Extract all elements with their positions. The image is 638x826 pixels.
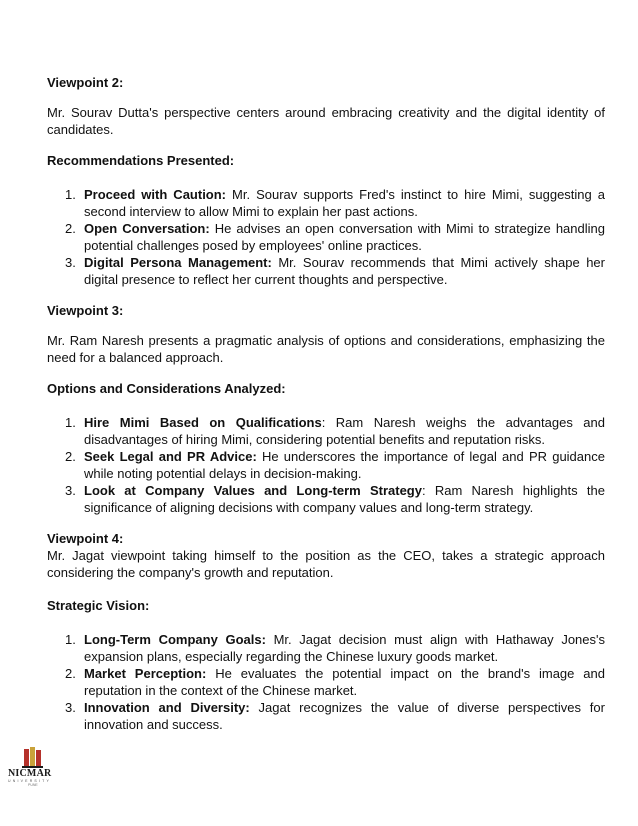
- list-text: He underscores the importance of legal and PR guidance while noting potential delays in decision-making.: [84, 449, 605, 481]
- list-body: [84, 482, 605, 516]
- list-body: [84, 414, 605, 448]
- list-text: Mr. Jagat decision must align with Hathaway Jones's expansion plans, especially regarding the Chinese luxury goods market.: [84, 632, 605, 664]
- list-number: 1.: [65, 415, 76, 430]
- list-number: 3.: [65, 700, 76, 715]
- list-body: [84, 665, 605, 699]
- list-title: Innovation and Diversity:: [84, 700, 250, 715]
- list-text: : Ram Naresh weighs the advantages and disadvantages of hiring Mimi, considering potential benefits and reputation risks.: [84, 415, 605, 447]
- logo-subtitle: UNIVERSITY: [8, 779, 52, 783]
- list-title: Long-Term Company Goals:: [84, 632, 266, 647]
- list-body: [84, 699, 605, 733]
- list-text: Mr. Sourav recommends that Mimi actively shape her digital presence to reflect her current thoughts and perspective.: [84, 255, 605, 287]
- list-number: 1.: [65, 187, 76, 202]
- list-body: [84, 631, 605, 665]
- list-title: Market Perception:: [84, 666, 207, 681]
- viewpoint-2-subheading: Recommendations Presented:: [47, 153, 235, 168]
- list-number: 1.: [65, 632, 76, 647]
- list-number: 3.: [65, 255, 76, 270]
- list-title: Hire Mimi Based on Qualifications: [84, 415, 322, 430]
- list-number: 2.: [65, 666, 76, 681]
- list-text: Mr. Sourav supports Fred's instinct to hire Mimi, suggesting a second interview to allow Mimi to explain her past actions.: [84, 187, 605, 219]
- list-body: [84, 254, 605, 288]
- list-text: He evaluates the potential impact on the brand's image and reputation in the context of the Chinese market.: [84, 666, 605, 698]
- list-body: [84, 186, 605, 220]
- viewpoint-3-subheading: Options and Considerations Analyzed:: [47, 381, 286, 396]
- list-number: 2.: [65, 221, 76, 236]
- logo-name: NICMAR: [8, 768, 52, 779]
- list-title: Open Conversation:: [84, 221, 210, 236]
- list-title: Proceed with Caution:: [84, 187, 227, 202]
- viewpoint-3-heading: Viewpoint 3:: [47, 303, 124, 318]
- viewpoint-4-intro: Mr. Jagat viewpoint taking himself to the position as the CEO, takes a strategic approach considering the company's growth and reputation.: [47, 548, 605, 580]
- logo-tagline: PUNE: [28, 783, 38, 787]
- list-number: 3.: [65, 483, 76, 498]
- list-number: 2.: [65, 449, 76, 464]
- list-title: Look at Company Values and Long-term Strategy: [84, 483, 422, 498]
- list-body: [84, 448, 605, 482]
- list-title: Seek Legal and PR Advice:: [84, 449, 257, 464]
- list-text: : Ram Naresh highlights the significance of aligning decisions with company values and long-term strategy.: [84, 483, 605, 515]
- list-text: Jagat recognizes the value of diverse perspectives for innovation and success.: [84, 700, 605, 732]
- list-body: [84, 220, 605, 254]
- viewpoint-4-heading: Viewpoint 4:: [47, 531, 124, 546]
- viewpoint-2-heading: Viewpoint 2:: [47, 75, 124, 90]
- list-title: Digital Persona Management:: [84, 255, 272, 270]
- viewpoint-4-subheading: Strategic Vision:: [47, 598, 150, 613]
- viewpoint-2-intro: Mr. Sourav Dutta's perspective centers around embracing creativity and the digital identity of candidates.: [47, 105, 605, 137]
- list-text: He advises an open conversation with Mimi to strategize handling potential challenges posed by employees' online practices.: [84, 221, 605, 253]
- viewpoint-3-intro: Mr. Ram Naresh presents a pragmatic analysis of options and considerations, emphasizing the need for a balanced approach.: [47, 333, 605, 365]
